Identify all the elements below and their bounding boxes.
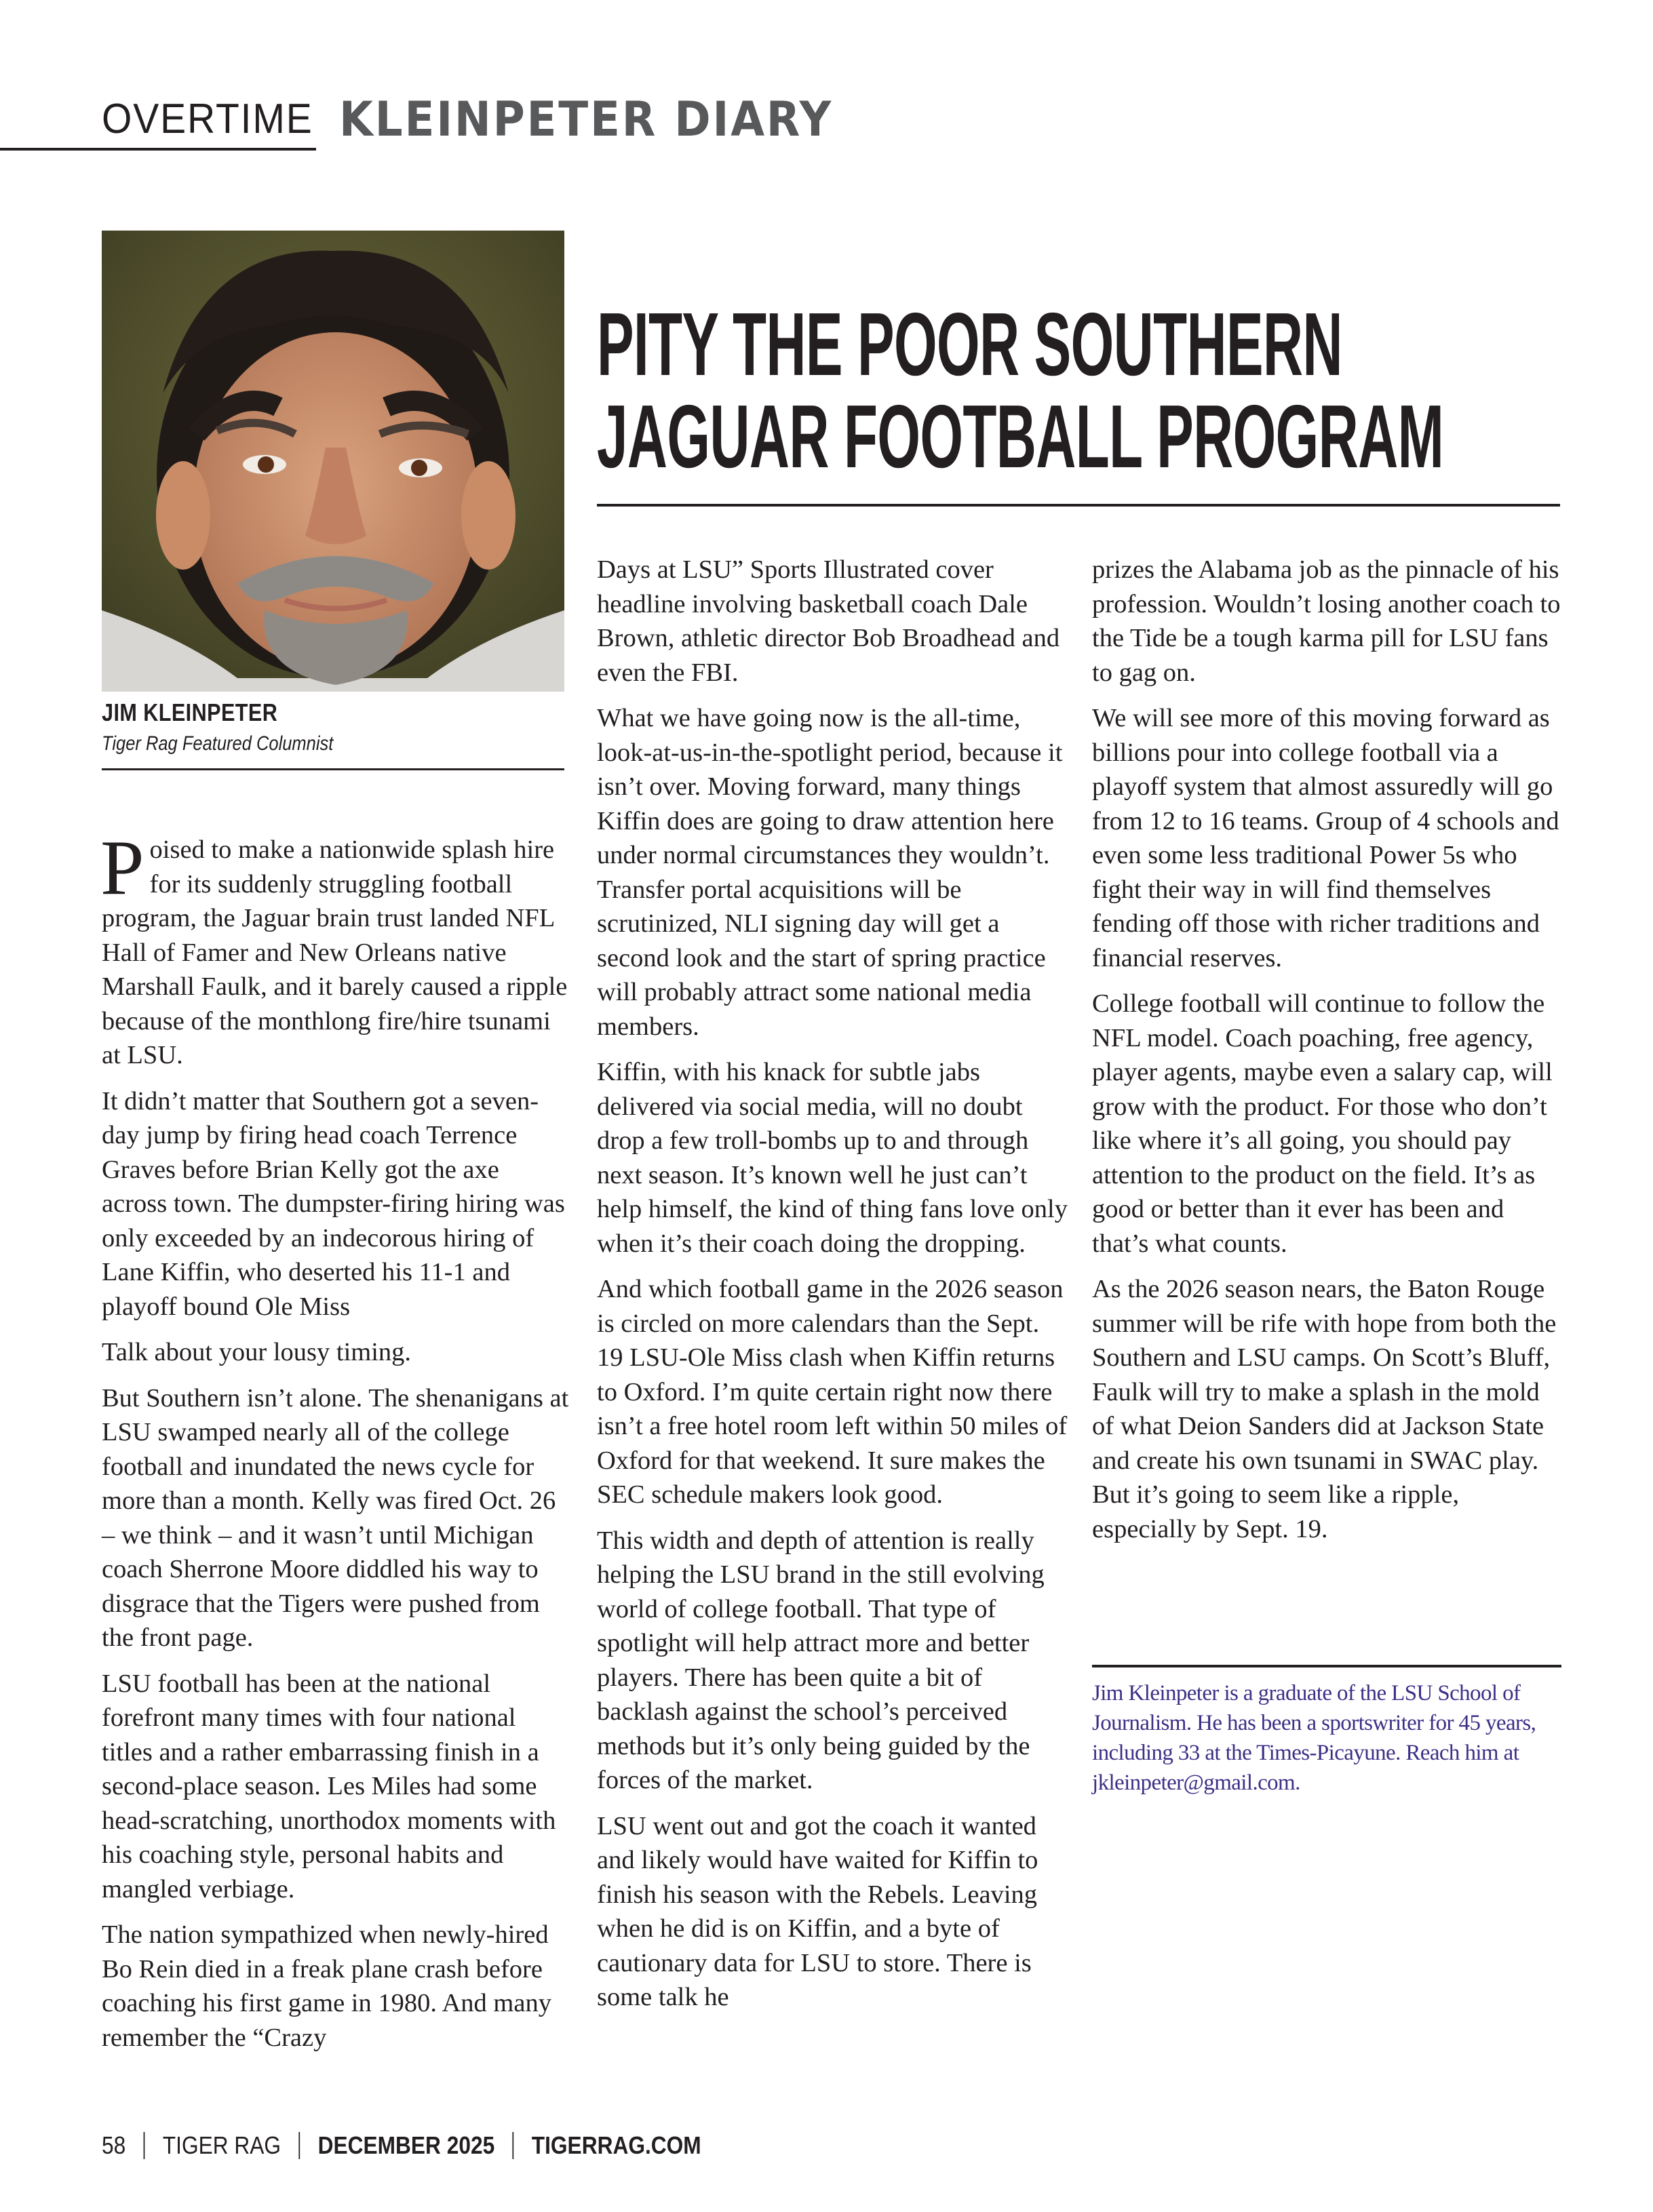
footer-separator xyxy=(144,2132,145,2159)
footer-separator xyxy=(298,2132,300,2159)
byline xyxy=(102,698,564,755)
author-role: Tiger Rag Featured Columnist xyxy=(102,732,334,755)
issue-date: DECEMBER 2025 xyxy=(317,2131,495,2159)
section-header xyxy=(0,88,950,163)
publication-name: TIGER RAG xyxy=(162,2131,281,2159)
article-paragraph: This width and depth of attention is really helping the LSU brand in the still evolving world of college football. That type of spotlight will help attract more and better players. There has been quite a bit of backlash against the school’s perceived methods but it’s only being guided by the forces of the market. xyxy=(597,1526,1045,1794)
paragraph-text: oised to make a nationwide splash hire for its suddenly struggling football program, the Jaguar brain trust landed NFL Hall of Famer and New Orleans native Marshall Faulk, and it barely caused a ripple because of the monthlong fire/hire tsunami at LSU. xyxy=(102,835,568,1069)
article-paragraph: College football will continue to follow the NFL model. Coach poaching, free agency, player agents, maybe even a salary cap, will grow with the product. For those who don’t like where it’s all going, you should pay attention to the product on the field. It’s as good or better than it ever has been and that’s what counts. xyxy=(1092,989,1553,1258)
article-paragraph: It didn’t matter that Southern got a seven-day jump by firing head coach Terrence Graves before Brian Kelly got the axe across town. The dumpster-firing hiring was only exceeded by an indecorous hiring of Lane Kiffin, who deserted his 11-1 and playoff bound Ole Miss xyxy=(102,1086,565,1321)
article-paragraph: What we have going now is the all-time, look-at-us-in-the-spotlight period, because it isn’t over. Moving forward, many things Kiffin does are going to draw attention here under normal circumstances they wouldn’t. Transfer portal acquisitions will be scrutinized, NLI signing day will get a second look and the start of spring practice will probably attract some national media members. xyxy=(597,704,1063,1041)
bio-divider xyxy=(1092,1665,1561,1667)
headline-divider xyxy=(597,504,1560,507)
article-paragraph: Kiffin, with his knack for subtle jabs delivered via social media, will no doubt drop a few troll-bombs up to and through next season. It’s known well he just can’t help himself, the kind of thing fans love only when it’s their coach doing the dropping. xyxy=(597,1058,1068,1258)
article-paragraph: Talk about your lousy timing. xyxy=(102,1338,412,1366)
headline-line-1: PITY THE POOR SOUTHERN xyxy=(597,294,1342,394)
article-paragraph: But Southern isn’t alone. The shenanigans at LSU swamped nearly all of the college football and inundated the news cycle for more than a month. Kelly was fired Oct. 26 – we think – and it wasn’t until Michigan coach Sherrone Moore diddled his way to disgrace that the Tigers were pushed from the front page. xyxy=(102,1383,569,1652)
author-name: JIM KLEINPETER xyxy=(102,698,278,726)
author-bio: Jim Kleinpeter is a graduate of the LSU School of Journalism. He has been a sportswriter for 45 years, including 33 at the Times-Picayune. Reach him at jkleinpeter@gmail.com. xyxy=(1092,1681,1536,1795)
author-headshot xyxy=(102,231,564,692)
article-paragraph: prizes the Alabama job as the pinnacle of his profession. Wouldn’t losing another coach to the Tide be a tough karma pill for LSU fans to gag on. xyxy=(1092,555,1561,687)
article-paragraph: LSU football has been at the national forefront many times with four national titles and a rather embarrassing finish in a second-place season. Les Miles had some head-scratching, unorthodox moments with his coaching style, personal habits and mangled verbiage. xyxy=(102,1669,556,1903)
section-kicker: OVERTIME xyxy=(102,96,313,142)
drop-cap: P xyxy=(100,825,144,911)
article-paragraph: We will see more of this moving forward as billions pour into college football via a playoff system that almost assuredly will go from 12 to 16 teams. Group of 4 schools and even some less traditional Power 5s who fight their way in will find themselves fending off those with richer traditions and financial reserves. xyxy=(1092,704,1559,972)
article-paragraph: As the 2026 season nears, the Baton Rouge summer will be rife with hope from both the Southern and LSU camps. On Scott’s Bluff, Faulk will try to make a splash in the mold of what Deion Sanders did at Jackson State and create his own tsunami in SWAC play. But it’s going to seem like a ripple, especially by Sept. 19. xyxy=(1092,1275,1557,1543)
section-divider xyxy=(0,148,316,151)
article-column-3 xyxy=(1092,553,1567,1558)
article-paragraph: The nation sympathized when newly-hired Bo Rein died in a freak plane crash before coaching his first game in 1980. And many remember the “Crazy xyxy=(102,1920,551,2052)
website-link[interactable]: TIGERRAG.COM xyxy=(531,2131,701,2159)
article-column-2 xyxy=(597,553,1072,2026)
article-paragraph xyxy=(100,825,570,1073)
article-paragraph: LSU went out and got the coach it wanted and likely would have waited for Kiffin to finish his season with the Rebels. Leaving when he did is on Kiffin, and a byte of cautionary data for LSU to store. There is some talk he xyxy=(597,1811,1038,2011)
article-paragraph: Days at LSU” Sports Illustrated cover headline involving basketball coach Dale Brown, athletic director Bob Broadhead and even the FBI. xyxy=(597,555,1060,687)
section-title: KLEINPETER DIARY xyxy=(339,92,834,147)
headshot-photo-icon xyxy=(102,231,564,692)
article-column-1 xyxy=(100,825,570,2066)
article-headline xyxy=(597,294,1444,486)
page-footer xyxy=(102,2131,701,2160)
headline-line-2: JAGUAR FOOTBALL PROGRAM xyxy=(597,387,1444,486)
byline-divider xyxy=(102,768,564,770)
page-number: 58 xyxy=(102,2131,126,2159)
footer-separator xyxy=(513,2132,514,2159)
article-paragraph: And which football game in the 2026 season is circled on more calendars than the Sept. 19 LSU-Ole Miss clash when Kiffin returns to Oxford. I’m quite certain right now there isn’t a free hotel room left within 50 miles of Oxford for that weekend. It sure makes the SEC schedule makers look good. xyxy=(597,1275,1068,1509)
